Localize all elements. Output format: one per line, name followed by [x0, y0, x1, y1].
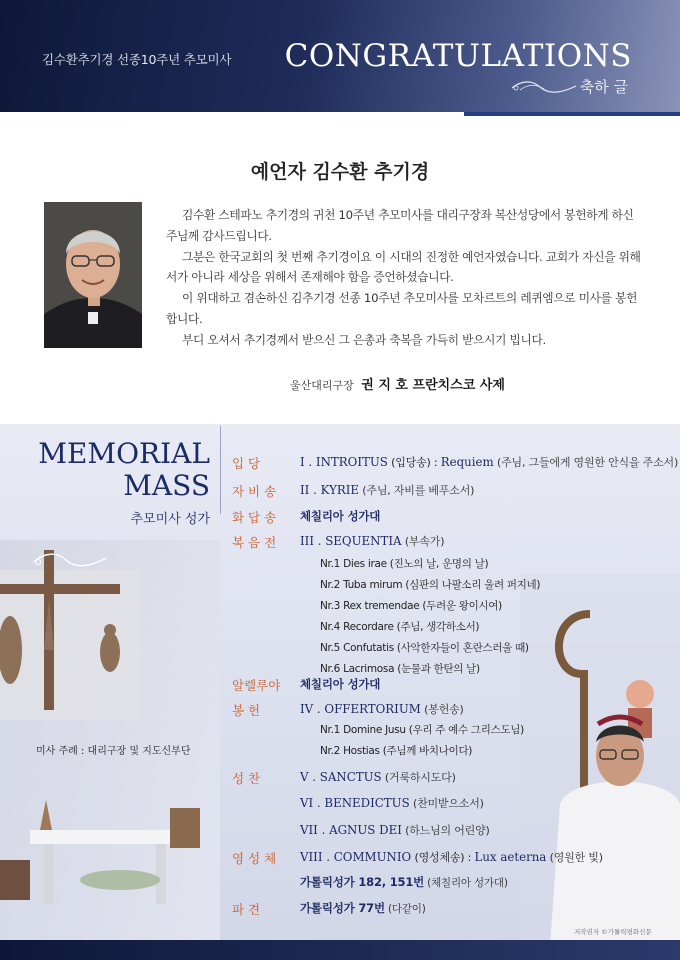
header-subtitle: 김수환추기경 선종10주년 추모미사 — [42, 52, 232, 67]
program-item-text: 체칠리아 성가대 — [300, 677, 381, 691]
letter-paragraph: 김수환 스테파노 추기경의 귀천 10주년 추모미사를 대리구장좌 복산성당에서 봉헌하게 하신 주님께 감사드립니다. — [166, 208, 634, 243]
memorial-title-line1: MEMORIAL — [38, 437, 210, 470]
program-section-label: 성 찬 — [232, 771, 261, 786]
program-item — [300, 822, 490, 838]
program-item-text: (하느님의 어린양) — [401, 824, 490, 837]
program-subitem: Nr.1 Dies irae (진노의 날, 운명의 날) — [320, 558, 489, 570]
program-item — [300, 874, 508, 890]
program-item-text: (주님, 그들에게 영원한 안식을 주소서) — [493, 456, 679, 469]
program-item — [300, 676, 380, 692]
program-item-text: VII . AGNUS DEI — [300, 823, 402, 837]
program-item-note: (다같이) — [384, 903, 426, 915]
program-subitem: Nr.6 Lacrimosa (눈물과 한탄의 날) — [320, 663, 480, 675]
program-subitem: Nr.1 Domine Jusu (우리 주 예수 그리스도님) — [320, 724, 524, 736]
program-item — [300, 701, 464, 717]
program-item — [300, 769, 456, 785]
program-subitem: Nr.2 Hostias (주님께 바치나이다) — [320, 745, 473, 757]
program-section-label: 파 견 — [232, 902, 261, 917]
letter-title: 예언자 김수환 추기경 — [250, 161, 430, 183]
header-title: CONGRATULATIONS — [284, 38, 632, 74]
memorial-subtitle: 추모미사 성가 — [130, 512, 210, 527]
footer-bar — [0, 940, 680, 960]
program-item-text: (거룩하시도다) — [381, 771, 456, 784]
program-section-label: 복 음 전 — [232, 535, 277, 550]
program-item — [300, 508, 380, 524]
program-item-text: (찬미받으소서) — [409, 797, 484, 810]
program-item-text: I . INTROITUS — [300, 455, 388, 469]
celebrant-caption: 미사 주례 : 대리구장 및 지도신부단 — [36, 746, 191, 757]
program-subitem: Nr.3 Rex tremendae (두려운 왕이시여) — [320, 600, 502, 612]
program-section-label: 영 성 체 — [232, 851, 277, 866]
program-item-text: Requiem — [440, 455, 494, 469]
letter-paragraph: 부디 오셔서 추기경께서 받으신 그 은총과 축복을 가득히 받으시기 빕니다. — [182, 332, 546, 347]
program-item — [300, 482, 474, 498]
program-section-label: 입 당 — [232, 456, 261, 471]
program-item-text: (영원한 빛) — [546, 851, 603, 864]
program-item-text: (봉헌송) — [420, 703, 464, 716]
program-item-text: (입당송) : — [387, 456, 441, 469]
program-item — [300, 454, 678, 470]
program-item-text: V . SANCTUS — [300, 770, 382, 784]
memorial-title-line2: MASS — [123, 469, 210, 502]
program-item-text: IV . OFFERTORIUM — [300, 702, 421, 716]
program-section-label: 봉 헌 — [232, 703, 261, 718]
program-item-text: III . SEQUENTIA — [300, 534, 402, 548]
program-item-text: VI . BENEDICTUS — [300, 796, 410, 810]
program-item — [300, 900, 426, 916]
program-item-text: VIII . COMMUNIO — [300, 850, 412, 864]
program-item-text: Lux aeterna — [474, 850, 547, 864]
header-subtitle-korean: 축하 글 — [579, 78, 628, 96]
program-item — [300, 533, 444, 549]
program-item-text: 가톨릭성가 182, 151번 — [300, 875, 425, 889]
program-item-note: (체칠리아 성가대) — [424, 877, 508, 889]
program-item-text: 체칠리아 성가대 — [300, 509, 381, 523]
letter-paragraph: 이 위대하고 겸손하신 김추기경 선종 10주년 추모미사를 모차르트의 레퀴엠으로 미사를 봉헌합니다. — [166, 291, 638, 326]
program-section-label: 알렐루야 — [232, 678, 281, 693]
program-item-text: (주님, 자비를 베푸소서) — [359, 484, 475, 497]
program-subitem: Nr.5 Confutatis (사악한자들이 혼란스러울 때) — [320, 642, 529, 654]
program-item — [300, 849, 603, 865]
program-subitem: Nr.4 Recordare (주님, 생각하소서) — [320, 621, 480, 633]
program-subitem: Nr.2 Tuba mirum (심판의 나팔소리 울려 퍼지네) — [320, 579, 541, 591]
program-item — [300, 795, 484, 811]
program-item-text: (영성체송) : — [411, 851, 475, 864]
photo-credit: 저작권자 ©가톨릭평화신문 — [574, 928, 652, 936]
program-section-label: 화 답 송 — [232, 510, 277, 525]
program-section-label: 자 비 송 — [232, 484, 277, 499]
letter-paragraph: 그분은 한국교회의 첫 번째 추기경이요 이 시대의 진정한 예언자였습니다. 교회가 자신을 위해서가 아니라 세상을 위해서 존재해야 함을 증언하셨습니다. — [166, 249, 641, 285]
signature-role: 울산대리구장 — [290, 379, 354, 392]
program-item-text: 가톨릭성가 77번 — [300, 901, 385, 915]
signature-name: 권 지 호 프란치스코 사제 — [361, 378, 505, 393]
program-item-text: II . KYRIE — [300, 483, 360, 497]
program-item-text: (부속가) — [401, 535, 445, 548]
